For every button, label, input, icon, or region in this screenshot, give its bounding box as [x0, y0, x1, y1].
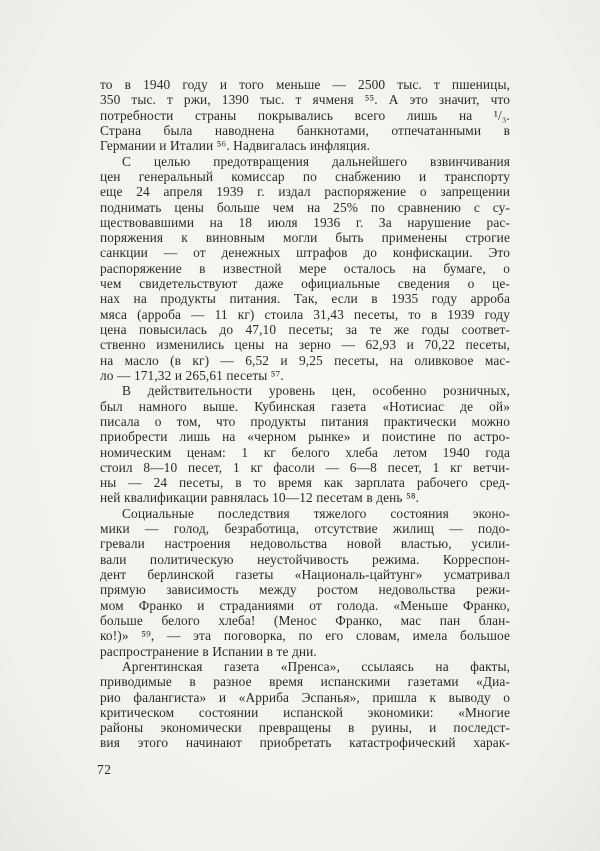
text-line: дент берлинской газеты «Националь-цайтунг» усматривал: [100, 567, 510, 582]
text-line: писала о том, что продукты питания практически можно: [100, 413, 510, 429]
text-line: гревали настроения недовольства новой властью, усили-: [100, 536, 510, 552]
text-line: С целью предотвращения дальнейшего взвинчивания: [122, 153, 510, 169]
text-line: санкции — от денежных штрафов до конфискации. Это: [100, 245, 510, 261]
text-line: В действительности уровень цен, особенно розничных,: [122, 383, 510, 399]
text-line: поряжения к виновным могли быть применены строгие: [100, 230, 510, 246]
text-line: прямую зависимость между ростом недовольства режи-: [100, 582, 510, 598]
text-line: ко!)» ⁵⁹, — эта поговорка, по его словам, имела большое: [100, 628, 510, 644]
text-line: ны — 24 песеты, в то время как зарплата рабочего сред-: [100, 475, 510, 491]
text-line: мики — голод, безработица, отсутствие жилищ — подо-: [100, 521, 510, 537]
text-line: приобрести лишь на «черном рынке» и поистине по астро-: [100, 429, 510, 445]
text-line: Аргентинская газета «Пренса», ссылаясь на факты,: [122, 658, 510, 674]
text-line: распоряжение в известной мере осталось на бумаге, о: [100, 260, 510, 276]
text-line: Страна была наводнена банкнотами, отпечатанными в: [100, 122, 510, 138]
text-line: номическим ценам: 1 кг белого хлеба летом 1940 года: [100, 444, 510, 460]
text-line: цена повысилась до 47,10 песеты; за те же годы соответ-: [100, 322, 510, 337]
text-block: [100, 77, 510, 751]
text-line: больше белого хлеба! (Менос Франко, мас пан блан-: [100, 612, 510, 628]
text-line: Германии и Италии ⁵⁶. Надвигалась инфляция.: [100, 138, 371, 154]
text-line: чем свидетельствуют даже официальные сведения о це-: [100, 276, 510, 292]
text-line: нах на продукты питания. Так, если в 1935 году арроба: [100, 291, 510, 307]
text-line: еще 24 апреля 1939 г. издал распоряжение о запрещении: [100, 184, 510, 200]
text-line: ществовавшими на 18 июля 1936 г. За нарушение рас-: [100, 214, 510, 230]
text-line: Социальные последствия тяжелого состояния эконо-: [122, 505, 510, 521]
text-line: вия этого начинают приобретать катастрофический харак-: [100, 735, 510, 751]
text-line: ло — 171,32 и 265,61 песеты ⁵⁷.: [100, 367, 284, 383]
text-line: ней квалификации равнялась 10—12 песетам в день ⁵⁸.: [100, 490, 420, 506]
text-line: распространение в Испании в те дни.: [100, 643, 317, 659]
text-line: критическом состоянии испанской экономики: «Многие: [100, 704, 510, 720]
text-line: ственно изменились цены на зерно — 62,93 и 70,22 песеты,: [100, 337, 510, 353]
text-line: 350 тыс. т ржи, 1390 тыс. т ячменя ⁵⁵. А это значит, что: [100, 92, 510, 108]
text-line: был намного выше. Кубинская газета «Нотисиас де ой»: [100, 398, 510, 414]
text-line: то в 1940 году и того меньше — 2500 тыс. т пшеницы,: [100, 77, 510, 92]
text-line: поднимать цены больше чем на 25% по сравнению с су-: [100, 199, 510, 215]
text-line: цен генеральный комиссар по снабжению и транспорту: [100, 168, 510, 184]
text-line: стоил 8—10 песет, 1 кг фасоли — 6—8 песет, 1 кг ветчи-: [100, 459, 510, 475]
page-number: 72: [97, 762, 112, 777]
text-line: районы экономически превращены в руины, и последст-: [100, 720, 510, 736]
text-line: потребности страны покрывались всего лишь на ¹/₃.: [100, 107, 510, 123]
text-line: на масло (в кг) — 6,52 и 9,25 песеты, на оливковое мас-: [100, 352, 510, 368]
text-line: вали политическую неустойчивость режима. Корреспон-: [100, 551, 510, 567]
text-line: мяса (арроба — 11 кг) стоила 31,43 песеты, то в 1939 году: [100, 306, 510, 322]
text-line: приводимые в разное время испанскими газетами «Диа-: [100, 674, 510, 690]
text-line: рио фалангиста» и «Арриба Эспанья», пришла к выводу о: [100, 689, 510, 705]
text-line: мом Франко и страданиями от голода. «Меньше Франко,: [100, 597, 510, 613]
